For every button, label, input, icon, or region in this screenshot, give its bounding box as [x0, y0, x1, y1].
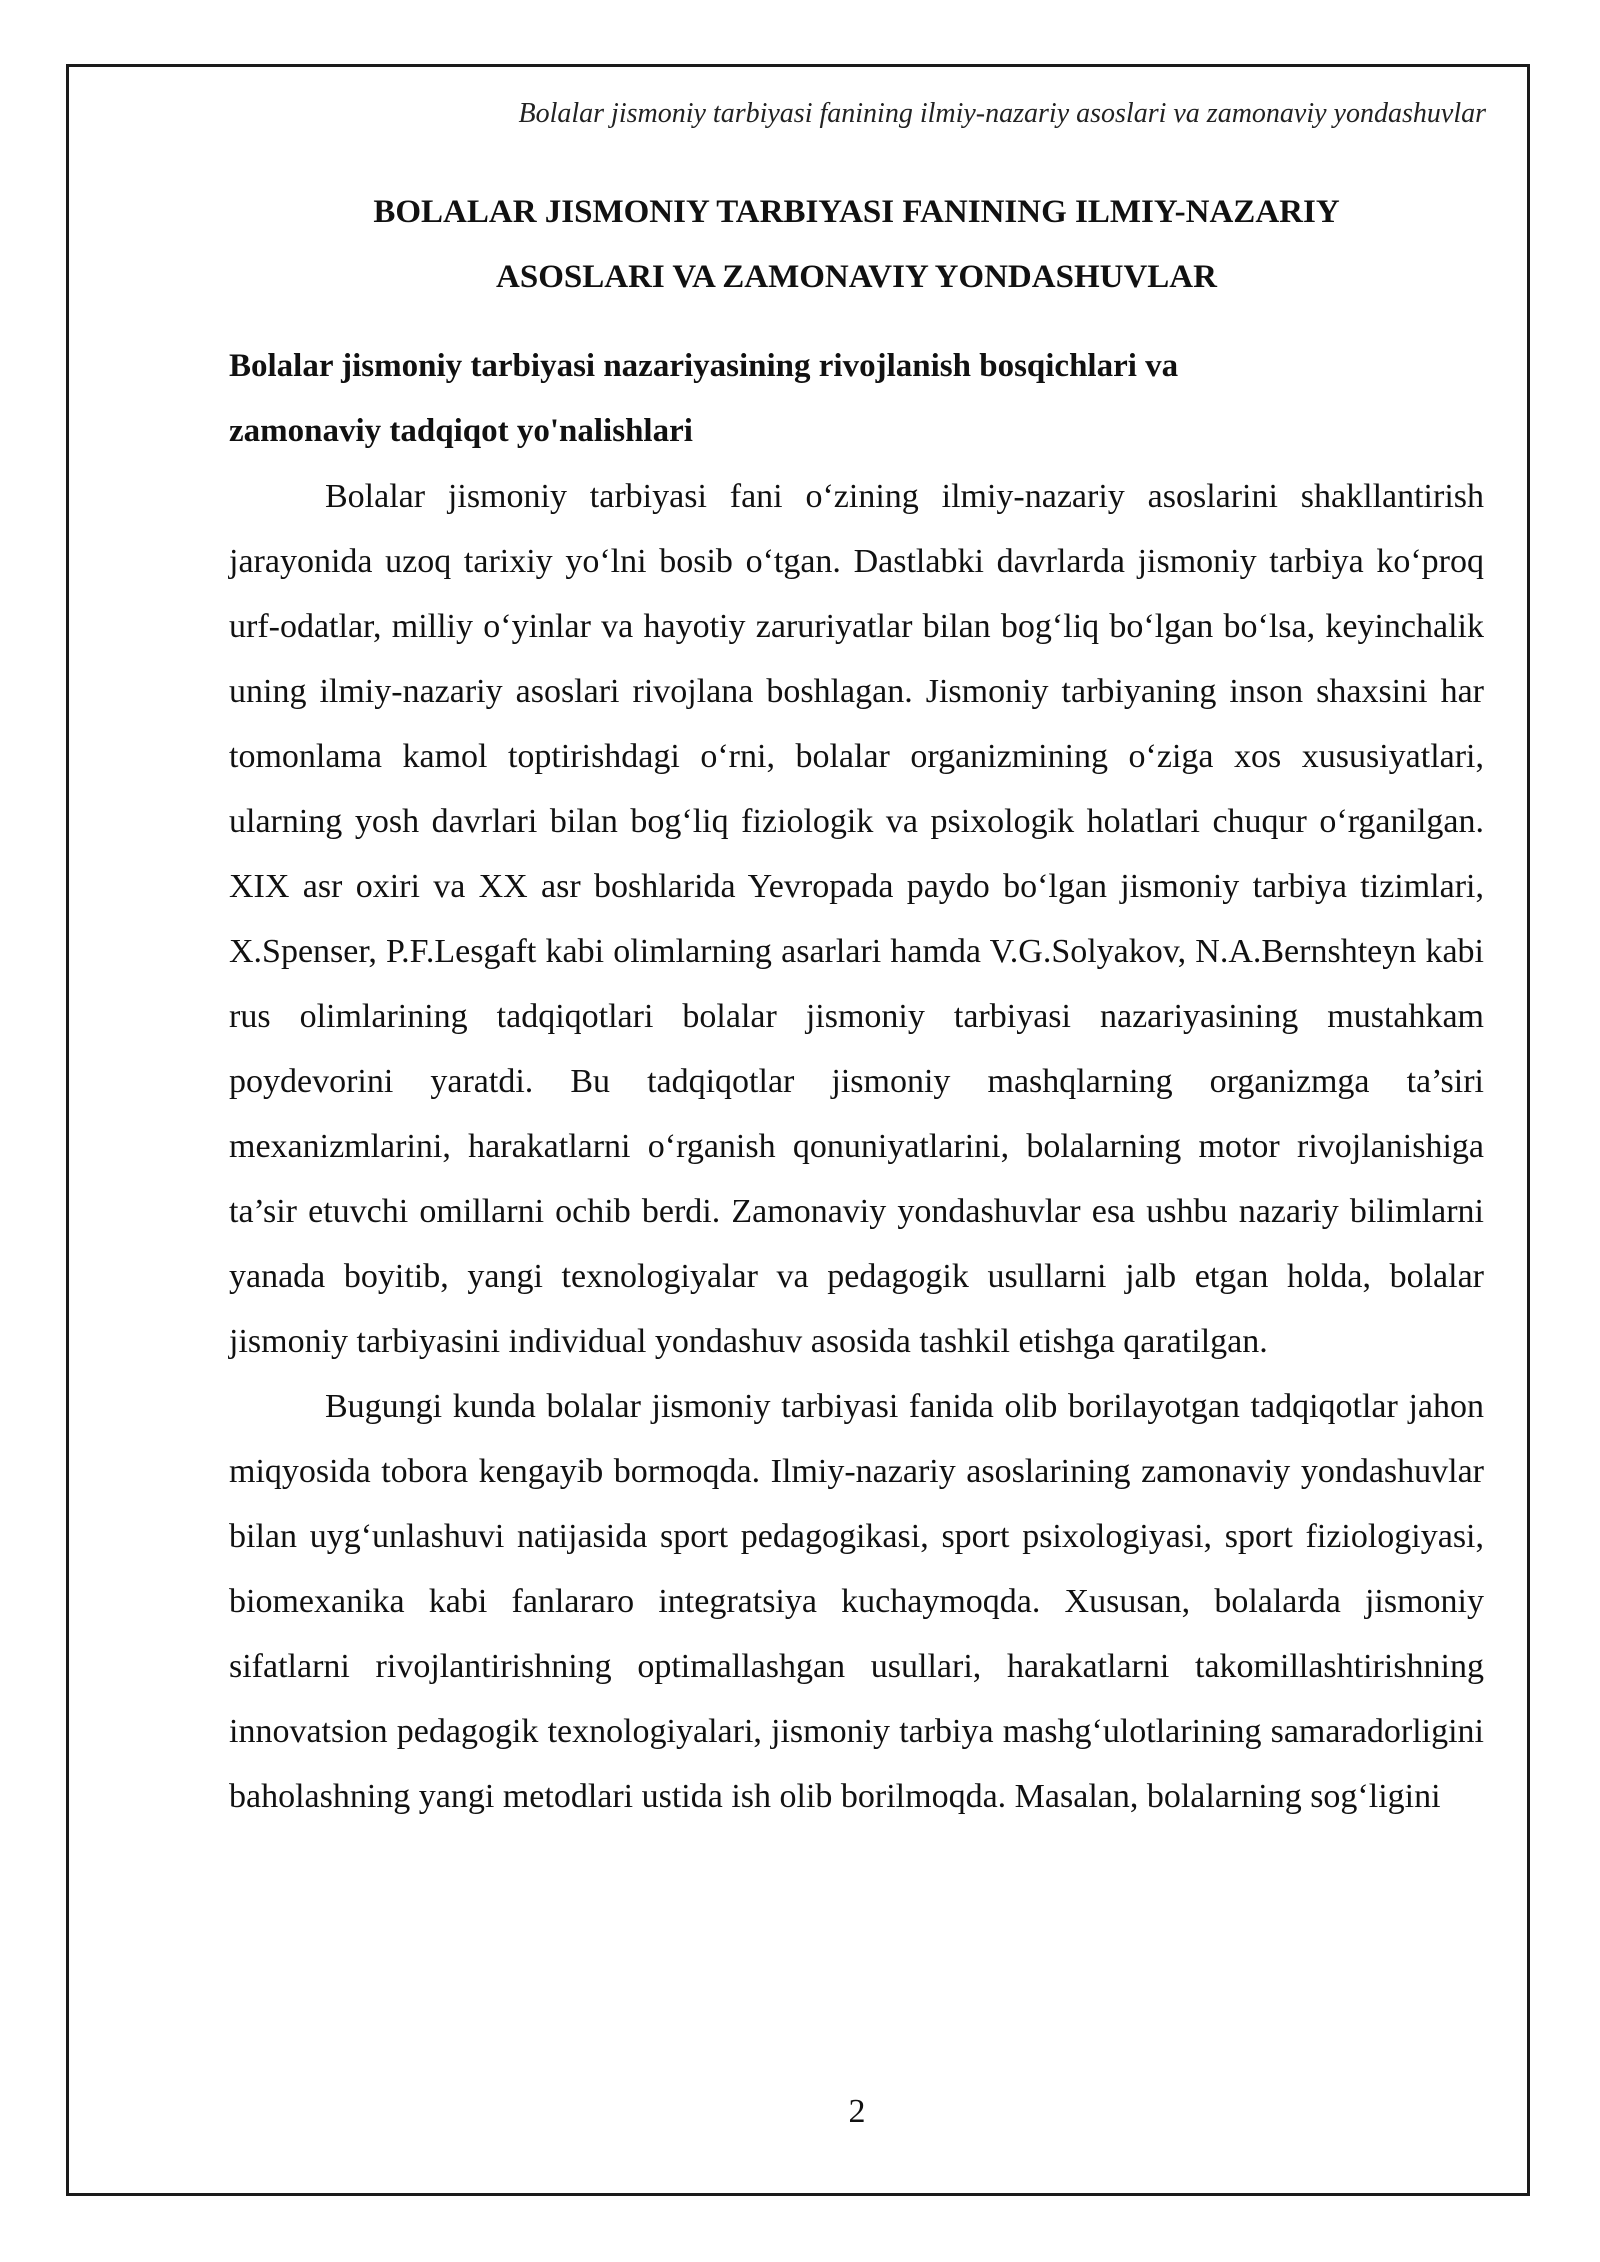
document-title-line-2: ASOSLARI VA ZAMONAVIY YONDASHUVLAR — [496, 259, 1217, 295]
paragraph-2: Bugungi kunda bolalar jismoniy tarbiyasi fanida olib borilayotgan tadqiqotlar jahon miqyosida tobora kengayib bormoqda. Ilmiy-nazariy asoslarining zamonaviy yondashuvlar bilan uyg‘unlashuvi natijasida sport pedagogikasi, sport psixologiyasi, sport fiziologiyasi, biomexanika kabi fanlararo integratsiya kuchaymoqda. Xususan, bolalarda jismoniy sifatlarni rivojlantirishning optimallashgan usullari, harakatlarni takomillashtirishning innovatsion pedagogik texnologiyalari, jismoniy tarbiya mashg‘ulotlarining samaradorligini baholashning yangi metodlari ustida ish olib borilmoqda. Masalan, bolalarning sog‘ligini — [229, 1388, 1484, 1815]
paragraph-1: Bolalar jismoniy tarbiyasi fani o‘zining ilmiy-nazariy asoslarini shakllantirish jarayonida uzoq tarixiy yo‘lni bosib o‘tgan. Dastlabki davrlarda jismoniy tarbiya ko‘proq urf-odatlar, milliy o‘yinlar va hayotiy zaruriyatlar bilan bog‘liq bo‘lgan bo‘lsa, keyinchalik uning ilmiy-nazariy asoslari rivojlana boshlagan. Jismoniy tarbiyaning inson shaxsini har tomonlama kamol toptirishdagi o‘rni, bolalar organizmining o‘ziga xos xususiyatlari, ularning yosh davrlari bilan bog‘liq fiziologik va psixologik holatlari chuqur o‘rganilgan. XIX asr oxiri va XX asr boshlarida Yevropada paydo bo‘lgan jismoniy tarbiya tizimlari, X.Spenser, P.F.Lesgaft kabi olimlarning asarlari hamda V.G.Solyakov, N.A.Bernshteyn kabi rus olimlarining tadqiqotlari bolalar jismoniy tarbiyasi nazariyasining mustahkam poydevorini yaratdi. Bu tadqiqotlar jismoniy mashqlarning organizmga ta’siri mexanizmlarini, harakatlarni o‘rganish qonuniyatlarini, bolalarning motor rivojlanishiga ta’sir etuvchi omillarni ochib berdi. Zamonaviy yondashuvlar esa ushbu nazariy bilimlarni yanada boyitib, yangi texnologiyalar va pedagogik usullarni jalb etgan holda, bolalar jismoniy tarbiyasini individual yondashuv asosida tashkil etishga qaratilgan. — [229, 478, 1484, 1360]
section-heading-line-1: Bolalar jismoniy tarbiyasi nazariyasining rivojlanish bosqichlari va — [229, 348, 1179, 384]
document-body — [229, 180, 1484, 1829]
section-heading — [229, 334, 1484, 464]
document-title-line-1: BOLALAR JISMONIY TARBIYASI FANINING ILMIY-NAZARIY — [373, 194, 1340, 230]
section-heading-line-2: zamonaviy tadqiqot yo'nalishlari — [229, 413, 693, 449]
running-header: Bolalar jismoniy tarbiyasi fanining ilmiy-nazariy asoslari va zamonaviy yondashuvlar — [518, 98, 1486, 129]
page-number: 2 — [848, 2093, 866, 2130]
document-title — [229, 180, 1484, 310]
